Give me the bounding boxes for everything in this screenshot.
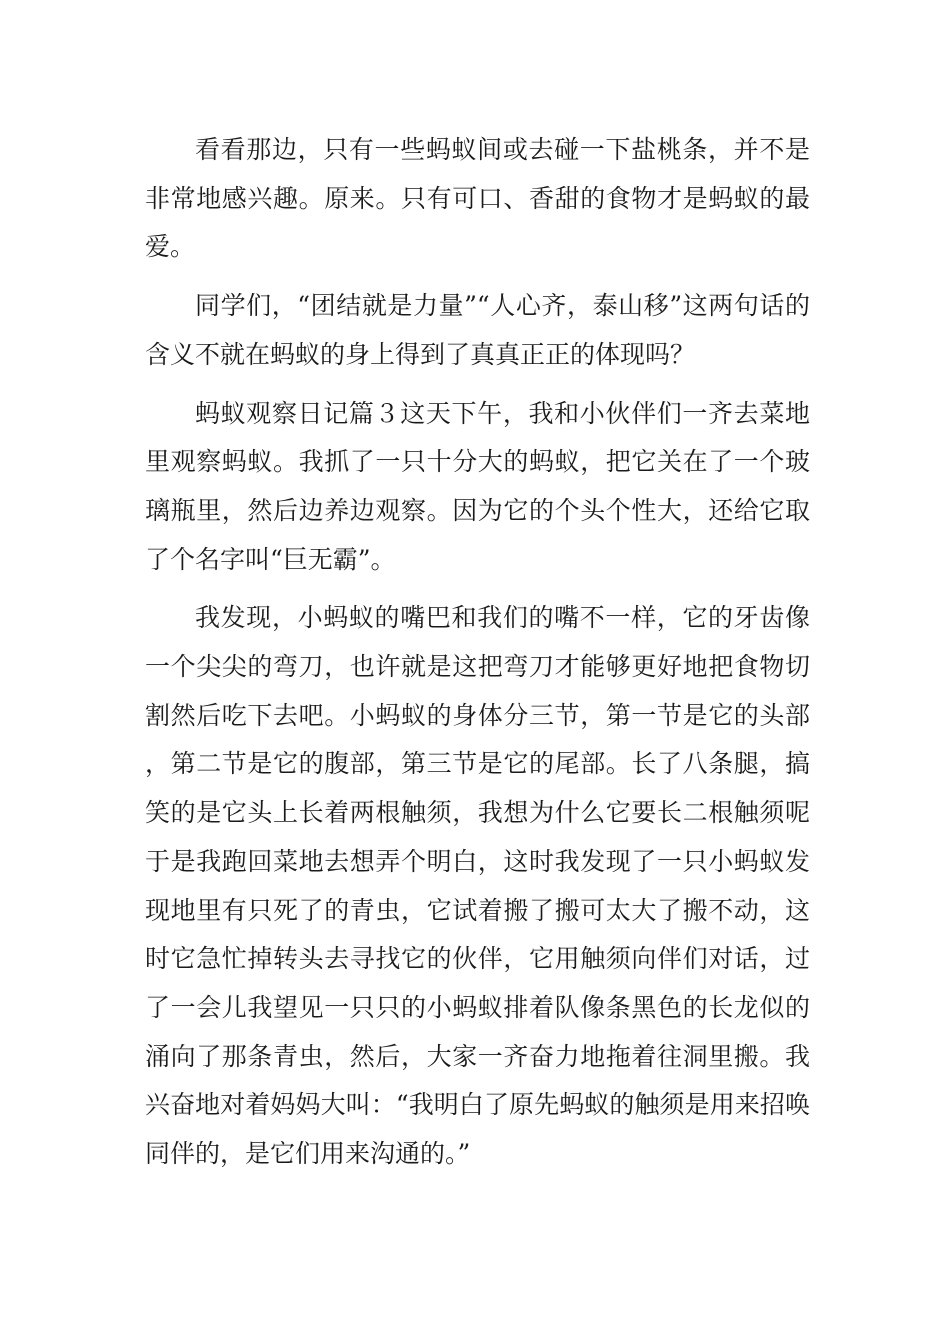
paragraph-4: 我发现，小蚂蚁的嘴巴和我们的嘴不一样，它的牙齿像一个尖尖的弯刀，也许就是这把弯刀才能够更好地把食物切割然后吃下去吧。小蚂蚁的身体分三节，第一节是它的头部，第二节是它的腹部，第三节是它的尾部。长了八条腿，搞笑的是它头上长着两根触须，我想为什么它要长二根触须呢于是我跑回菜地去想弄个明白，这时我发现了一只小蚂蚁发现地里有只死了的青虫，它试着搬了搬可太大了搬不动，这时它急忙掉转头去寻找它的伙伴，它用触须向伴们对话，过了一会儿我望见一只只的小蚂蚁排着队像条黑色的长龙似的涌向了那条青虫，然后，大家一齐奋力地拖着往洞里搬。我兴奋地对着妈妈大叫：“我明白了原先蚂蚁的触须是用来招唤同伴的，是它们用来沟通的。”	[145, 603, 810, 1169]
paragraph-2: 同学们，“团结就是力量”“人心齐，泰山移”这两句话的含义不就在蚂蚁的身上得到了真真正正的体现吗？	[145, 291, 810, 369]
paragraph-3: 蚂蚁观察日记篇３这天下午，我和小伙伴们一齐去菜地里观察蚂蚁。我抓了一只十分大的蚂蚁，把它关在了一个玻璃瓶里，然后边养边观察。因为它的个头个性大，还给它取了个名字叫“巨无霸”。	[145, 398, 810, 574]
document-body	[145, 126, 810, 1189]
paragraph-1: 看看那边，只有一些蚂蚁间或去碰一下盐桃条，并不是非常地感兴趣。原来。只有可口、香甜的食物才是蚂蚁的最爱。	[145, 135, 810, 262]
